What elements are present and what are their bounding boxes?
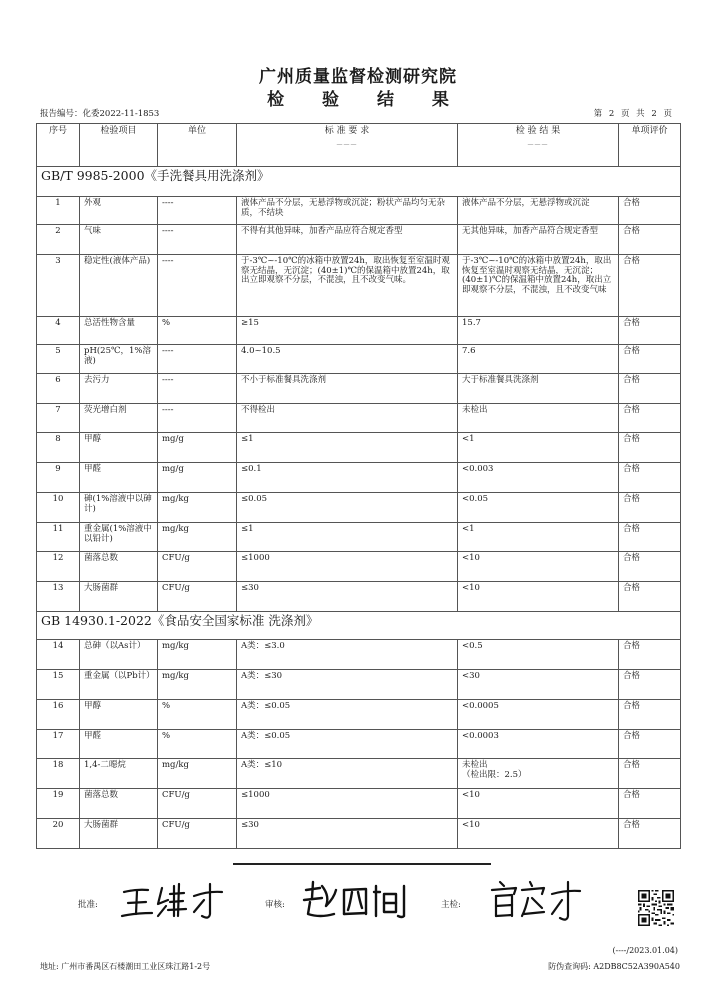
col-header-result-sub: ——— [527, 141, 549, 149]
cell-verdict: 合格 [619, 493, 681, 523]
cell-no: 19 [37, 789, 80, 819]
col-header-item: 检验项目 [80, 124, 158, 167]
cell-unit: ---- [158, 345, 237, 374]
cell-standard: ≤0.1 [237, 463, 458, 493]
cell-item: 砷(1%溶液中以砷计) [80, 493, 158, 523]
cell-verdict: 合格 [619, 523, 681, 552]
cell-verdict: 合格 [619, 789, 681, 819]
table-row [37, 404, 681, 433]
cell-unit: CFU/g [158, 552, 237, 582]
page-info: 第 2 页 共 2 页 [593, 109, 672, 119]
cell-result: <0.05 [458, 493, 619, 523]
cell-result: 于-3℃~-10℃的冰箱中放置24h，取出恢复至室温时观察无结晶，无沉淀；(40±1)℃的保温箱中放置24h，取出立即观察不分层，不混浊，且不改变气味 [458, 255, 619, 317]
section-title: GB 14930.1-2022《食品安全国家标准 洗涤剂》 [37, 612, 681, 640]
table-row [37, 552, 681, 582]
review-signature [300, 878, 412, 922]
cell-no: 13 [37, 582, 80, 612]
cell-unit: ---- [158, 404, 237, 433]
cell-verdict: 合格 [619, 345, 681, 374]
issue-date: (----/2023.01.04) [612, 946, 678, 955]
cell-no: 18 [37, 759, 80, 789]
cell-item: 甲醛 [80, 463, 158, 493]
cell-standard: ≤1 [237, 433, 458, 463]
cell-verdict: 合格 [619, 730, 681, 759]
cell-result: 7.6 [458, 345, 619, 374]
cell-unit: mg/g [158, 463, 237, 493]
cell-unit: % [158, 730, 237, 759]
cell-unit: CFU/g [158, 582, 237, 612]
section-header-row [37, 167, 681, 197]
table-row [37, 700, 681, 730]
cell-no: 6 [37, 374, 80, 404]
cell-unit: mg/kg [158, 523, 237, 552]
cell-verdict: 合格 [619, 197, 681, 225]
cell-result: <10 [458, 819, 619, 849]
cell-no: 20 [37, 819, 80, 849]
approve-label: 批准: [78, 900, 98, 910]
cell-unit: mg/kg [158, 493, 237, 523]
review-label: 审核: [265, 900, 285, 910]
cell-result: 无其他异味，加香产品符合规定香型 [458, 225, 619, 255]
cell-result: <0.5 [458, 640, 619, 670]
cell-item: 菌落总数 [80, 552, 158, 582]
cell-standard: ≤0.05 [237, 493, 458, 523]
cell-verdict: 合格 [619, 759, 681, 789]
cell-standard: A类：≤0.05 [237, 700, 458, 730]
cell-result: 未检出 [458, 404, 619, 433]
cell-unit: ---- [158, 197, 237, 225]
table-row [37, 819, 681, 849]
cell-verdict: 合格 [619, 552, 681, 582]
cell-item: 甲醇 [80, 700, 158, 730]
col-header-unit: 单位 [158, 124, 237, 167]
cell-verdict: 合格 [619, 225, 681, 255]
cell-item: 甲醛 [80, 730, 158, 759]
cell-no: 8 [37, 433, 80, 463]
cell-item: 总活性物含量 [80, 317, 158, 345]
cell-result: <0.003 [458, 463, 619, 493]
cell-result: 15.7 [458, 317, 619, 345]
cell-result: <10 [458, 552, 619, 582]
cell-unit: ---- [158, 225, 237, 255]
cell-verdict: 合格 [619, 463, 681, 493]
cell-verdict: 合格 [619, 700, 681, 730]
cell-unit: ---- [158, 374, 237, 404]
cell-verdict: 合格 [619, 433, 681, 463]
cell-no: 17 [37, 730, 80, 759]
cell-standard: 不得有其他异味，加香产品应符合规定香型 [237, 225, 458, 255]
table-row [37, 759, 681, 789]
cell-unit: mg/g [158, 433, 237, 463]
section-title: GB/T 9985-2000《手洗餐具用洗涤剂》 [37, 167, 681, 197]
cell-item: pH(25℃，1%溶液) [80, 345, 158, 374]
table-row [37, 433, 681, 463]
cell-standard: ≤1000 [237, 789, 458, 819]
col-header-standard-label: 标 准 要 求 [324, 126, 370, 136]
cell-no: 1 [37, 197, 80, 225]
cell-unit: CFU/g [158, 819, 237, 849]
table-row [37, 463, 681, 493]
cell-no: 3 [37, 255, 80, 317]
document-title: 检 验 结 果 [267, 90, 465, 110]
inspector-signature [486, 876, 586, 924]
cell-item: 去污力 [80, 374, 158, 404]
cell-verdict: 合格 [619, 404, 681, 433]
inspector-label: 主检: [441, 900, 461, 910]
cell-no: 4 [37, 317, 80, 345]
cell-item: 稳定性(液体产品) [80, 255, 158, 317]
table-row [37, 225, 681, 255]
report-number: 报告编号：化委2022-11-1853 [40, 109, 160, 119]
cell-unit: mg/kg [158, 759, 237, 789]
cell-standard: 4.0~10.5 [237, 345, 458, 374]
cell-standard: ≥15 [237, 317, 458, 345]
cell-standard: 不小于标准餐具洗涤剂 [237, 374, 458, 404]
cell-item: 气味 [80, 225, 158, 255]
cell-unit: CFU/g [158, 789, 237, 819]
section-header-row [37, 612, 681, 640]
cell-standard: ≤1000 [237, 552, 458, 582]
col-header-result-label: 检 验 结 果 [515, 126, 561, 136]
results-table [36, 123, 681, 849]
table-header-row [37, 124, 681, 167]
table-row [37, 493, 681, 523]
col-header-standard [237, 124, 458, 167]
table-row [37, 523, 681, 552]
cell-unit: % [158, 317, 237, 345]
cell-no: 15 [37, 670, 80, 700]
cell-no: 10 [37, 493, 80, 523]
col-header-verdict: 单项评价 [619, 124, 681, 167]
cell-standard: A类：≤0.05 [237, 730, 458, 759]
cell-verdict: 合格 [619, 317, 681, 345]
cell-no: 9 [37, 463, 80, 493]
cell-no: 12 [37, 552, 80, 582]
cell-unit: mg/kg [158, 640, 237, 670]
cell-standard: A类：≤30 [237, 670, 458, 700]
cell-no: 2 [37, 225, 80, 255]
cell-no: 5 [37, 345, 80, 374]
table-row [37, 789, 681, 819]
cell-result: <0.0003 [458, 730, 619, 759]
approve-signature [118, 878, 228, 922]
cell-item: 1,4-二噁烷 [80, 759, 158, 789]
cell-standard: ≤30 [237, 819, 458, 849]
cell-item: 菌落总数 [80, 789, 158, 819]
cell-item: 重金属(1%溶液中以铅计) [80, 523, 158, 552]
cell-result: <0.0005 [458, 700, 619, 730]
cell-result: 液体产品不分层，无悬浮物或沉淀 [458, 197, 619, 225]
cell-result: 大于标准餐具洗涤剂 [458, 374, 619, 404]
footer-rule [233, 863, 491, 865]
cell-item: 大肠菌群 [80, 819, 158, 849]
cell-no: 14 [37, 640, 80, 670]
table-row [37, 374, 681, 404]
cell-no: 16 [37, 700, 80, 730]
cell-standard: 于-3℃~-10℃的冰箱中放置24h，取出恢复至室温时观察无结晶，无沉淀；(40±1)℃的保温箱中放置24h，取出立即观察不分层，不混浊，且不改变气味。 [237, 255, 458, 317]
cell-verdict: 合格 [619, 255, 681, 317]
cell-standard: ≤1 [237, 523, 458, 552]
table-row [37, 197, 681, 225]
cell-standard: 液体产品不分层，无悬浮物或沉淀；粉状产品均匀无杂质，不结块 [237, 197, 458, 225]
table-row [37, 670, 681, 700]
col-header-result [458, 124, 619, 167]
cell-item: 荧光增白剂 [80, 404, 158, 433]
address: 地址: 广州市番禺区石楼潮田工业区珠江路1-2号 [40, 962, 211, 971]
cell-unit: mg/kg [158, 670, 237, 700]
cell-verdict: 合格 [619, 670, 681, 700]
cell-item: 外观 [80, 197, 158, 225]
table-row [37, 730, 681, 759]
cell-result: <10 [458, 582, 619, 612]
cell-verdict: 合格 [619, 374, 681, 404]
qr-code [638, 890, 674, 926]
cell-standard: ≤30 [237, 582, 458, 612]
anti-counterfeit-code: 防伪查询码: A2DB8C52A390A540 [548, 962, 680, 971]
cell-standard: 不得检出 [237, 404, 458, 433]
cell-item: 甲醇 [80, 433, 158, 463]
cell-unit: ---- [158, 255, 237, 317]
cell-verdict: 合格 [619, 582, 681, 612]
cell-verdict: 合格 [619, 640, 681, 670]
cell-no: 11 [37, 523, 80, 552]
cell-verdict: 合格 [619, 819, 681, 849]
cell-result: <1 [458, 523, 619, 552]
cell-result: <30 [458, 670, 619, 700]
col-header-no: 序号 [37, 124, 80, 167]
cell-no: 7 [37, 404, 80, 433]
institute-name: 广州质量监督检测研究院 [259, 67, 457, 87]
table-row [37, 345, 681, 374]
table-row [37, 582, 681, 612]
col-header-standard-sub: ——— [336, 141, 358, 149]
cell-item: 总砷（以As计） [80, 640, 158, 670]
table-row [37, 640, 681, 670]
cell-unit: % [158, 700, 237, 730]
cell-item: 重金属（以Pb计） [80, 670, 158, 700]
cell-result: <10 [458, 789, 619, 819]
table-row [37, 317, 681, 345]
cell-item: 大肠菌群 [80, 582, 158, 612]
cell-result: <1 [458, 433, 619, 463]
cell-result: 未检出 （检出限：2.5） [458, 759, 619, 789]
cell-standard: A类：≤10 [237, 759, 458, 789]
table-row [37, 255, 681, 317]
cell-standard: A类：≤3.0 [237, 640, 458, 670]
